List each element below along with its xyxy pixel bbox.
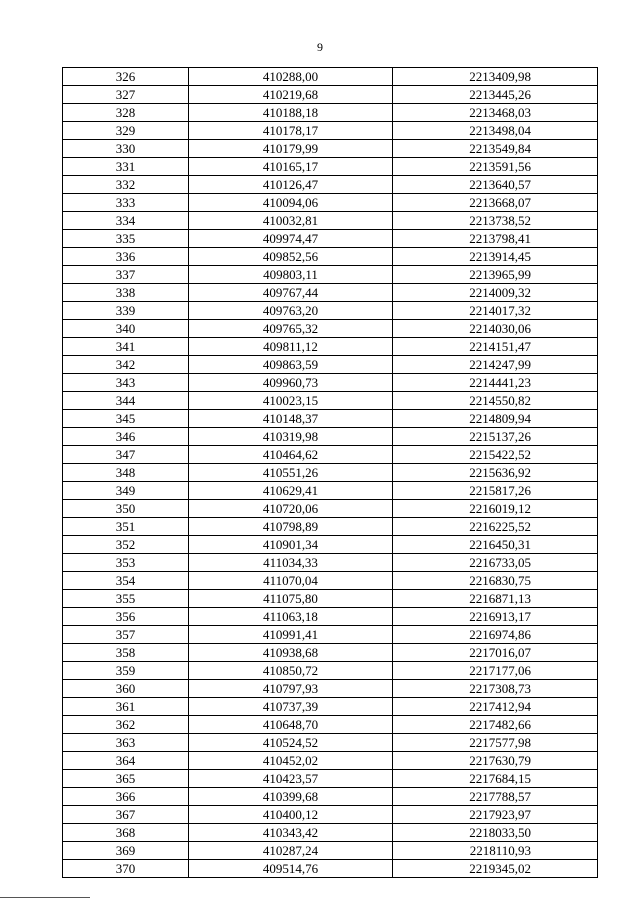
x-coordinate-cell: 410452,02 <box>189 752 393 770</box>
y-coordinate-cell: 2214017,32 <box>393 302 598 320</box>
x-coordinate-cell: 410023,15 <box>189 392 393 410</box>
table-row <box>63 338 598 356</box>
y-coordinate-cell: 2214030,06 <box>393 320 598 338</box>
x-coordinate-cell: 410188,18 <box>189 104 393 122</box>
table-row <box>63 212 598 230</box>
table-row <box>63 356 598 374</box>
point-number-cell: 339 <box>63 302 189 320</box>
y-coordinate-cell: 2216974,86 <box>393 626 598 644</box>
point-number-cell: 361 <box>63 698 189 716</box>
y-coordinate-cell: 2215636,92 <box>393 464 598 482</box>
x-coordinate-cell: 411075,80 <box>189 590 393 608</box>
y-coordinate-cell: 2214151,47 <box>393 338 598 356</box>
y-coordinate-cell: 2214550,82 <box>393 392 598 410</box>
y-coordinate-cell: 2213468,03 <box>393 104 598 122</box>
point-number-cell: 369 <box>63 842 189 860</box>
y-coordinate-cell: 2217630,79 <box>393 752 598 770</box>
x-coordinate-cell: 409514,76 <box>189 860 393 878</box>
y-coordinate-cell: 2219345,02 <box>393 860 598 878</box>
table-row <box>63 824 598 842</box>
point-number-cell: 364 <box>63 752 189 770</box>
y-coordinate-cell: 2213965,99 <box>393 266 598 284</box>
point-number-cell: 342 <box>63 356 189 374</box>
x-coordinate-cell: 410148,37 <box>189 410 393 428</box>
x-coordinate-cell: 410551,26 <box>189 464 393 482</box>
y-coordinate-cell: 2213668,07 <box>393 194 598 212</box>
point-number-cell: 353 <box>63 554 189 572</box>
point-number-cell: 329 <box>63 122 189 140</box>
point-number-cell: 341 <box>63 338 189 356</box>
table-row <box>63 248 598 266</box>
x-coordinate-cell: 410126,47 <box>189 176 393 194</box>
table-row <box>63 518 598 536</box>
x-coordinate-cell: 410720,06 <box>189 500 393 518</box>
table-row <box>63 230 598 248</box>
x-coordinate-cell: 410797,93 <box>189 680 393 698</box>
point-number-cell: 367 <box>63 806 189 824</box>
y-coordinate-cell: 2218110,93 <box>393 842 598 860</box>
table-row <box>63 482 598 500</box>
y-coordinate-cell: 2215137,26 <box>393 428 598 446</box>
y-coordinate-cell: 2216830,75 <box>393 572 598 590</box>
point-number-cell: 357 <box>63 626 189 644</box>
x-coordinate-cell: 410464,62 <box>189 446 393 464</box>
x-coordinate-cell: 411063,18 <box>189 608 393 626</box>
x-coordinate-cell: 410399,68 <box>189 788 393 806</box>
x-coordinate-cell: 410179,99 <box>189 140 393 158</box>
table-row <box>63 158 598 176</box>
point-number-cell: 334 <box>63 212 189 230</box>
y-coordinate-cell: 2218033,50 <box>393 824 598 842</box>
table-row <box>63 698 598 716</box>
y-coordinate-cell: 2217016,07 <box>393 644 598 662</box>
table-row <box>63 500 598 518</box>
table-row <box>63 572 598 590</box>
y-coordinate-cell: 2216913,17 <box>393 608 598 626</box>
point-number-cell: 335 <box>63 230 189 248</box>
table-row <box>63 734 598 752</box>
point-number-cell: 333 <box>63 194 189 212</box>
footer-divider <box>0 897 90 898</box>
point-number-cell: 327 <box>63 86 189 104</box>
x-coordinate-cell: 410798,89 <box>189 518 393 536</box>
point-number-cell: 328 <box>63 104 189 122</box>
table-row <box>63 392 598 410</box>
y-coordinate-cell: 2213738,52 <box>393 212 598 230</box>
point-number-cell: 338 <box>63 284 189 302</box>
table-row <box>63 590 598 608</box>
table-row <box>63 266 598 284</box>
table-row <box>63 536 598 554</box>
y-coordinate-cell: 2217684,15 <box>393 770 598 788</box>
point-number-cell: 347 <box>63 446 189 464</box>
page-number: 9 <box>317 40 323 54</box>
point-number-cell: 330 <box>63 140 189 158</box>
table-row <box>63 752 598 770</box>
x-coordinate-cell: 409767,44 <box>189 284 393 302</box>
point-number-cell: 370 <box>63 860 189 878</box>
table-row <box>63 446 598 464</box>
x-coordinate-cell: 410737,39 <box>189 698 393 716</box>
x-coordinate-cell: 411070,04 <box>189 572 393 590</box>
x-coordinate-cell: 409960,73 <box>189 374 393 392</box>
y-coordinate-cell: 2217788,57 <box>393 788 598 806</box>
x-coordinate-cell: 409811,12 <box>189 338 393 356</box>
x-coordinate-cell: 410319,98 <box>189 428 393 446</box>
y-coordinate-cell: 2217308,73 <box>393 680 598 698</box>
y-coordinate-cell: 2215817,26 <box>393 482 598 500</box>
y-coordinate-cell: 2214809,94 <box>393 410 598 428</box>
x-coordinate-cell: 409765,32 <box>189 320 393 338</box>
x-coordinate-cell: 410423,57 <box>189 770 393 788</box>
point-number-cell: 354 <box>63 572 189 590</box>
point-number-cell: 358 <box>63 644 189 662</box>
point-number-cell: 337 <box>63 266 189 284</box>
y-coordinate-cell: 2213591,56 <box>393 158 598 176</box>
x-coordinate-cell: 409763,20 <box>189 302 393 320</box>
point-number-cell: 362 <box>63 716 189 734</box>
table-row <box>63 644 598 662</box>
table-row <box>63 194 598 212</box>
y-coordinate-cell: 2216019,12 <box>393 500 598 518</box>
point-number-cell: 355 <box>63 590 189 608</box>
table-row <box>63 554 598 572</box>
point-number-cell: 340 <box>63 320 189 338</box>
coordinates-table <box>62 67 598 878</box>
table-row <box>63 104 598 122</box>
x-coordinate-cell: 410850,72 <box>189 662 393 680</box>
x-coordinate-cell: 410032,81 <box>189 212 393 230</box>
table-row <box>63 140 598 158</box>
y-coordinate-cell: 2214009,32 <box>393 284 598 302</box>
table-row <box>63 176 598 194</box>
point-number-cell: 332 <box>63 176 189 194</box>
y-coordinate-cell: 2213640,57 <box>393 176 598 194</box>
x-coordinate-cell: 409974,47 <box>189 230 393 248</box>
coordinates-table-body <box>63 68 598 878</box>
table-row <box>63 320 598 338</box>
x-coordinate-cell: 410343,42 <box>189 824 393 842</box>
table-row <box>63 464 598 482</box>
point-number-cell: 351 <box>63 518 189 536</box>
x-coordinate-cell: 410287,24 <box>189 842 393 860</box>
point-number-cell: 360 <box>63 680 189 698</box>
x-coordinate-cell: 410629,41 <box>189 482 393 500</box>
y-coordinate-cell: 2213498,04 <box>393 122 598 140</box>
table-row <box>63 608 598 626</box>
x-coordinate-cell: 410219,68 <box>189 86 393 104</box>
table-row <box>63 626 598 644</box>
x-coordinate-cell: 409863,59 <box>189 356 393 374</box>
table-row <box>63 680 598 698</box>
y-coordinate-cell: 2214441,23 <box>393 374 598 392</box>
point-number-cell: 365 <box>63 770 189 788</box>
table-row <box>63 428 598 446</box>
point-number-cell: 363 <box>63 734 189 752</box>
point-number-cell: 346 <box>63 428 189 446</box>
point-number-cell: 368 <box>63 824 189 842</box>
x-coordinate-cell: 410288,00 <box>189 68 393 86</box>
y-coordinate-cell: 2217177,06 <box>393 662 598 680</box>
y-coordinate-cell: 2217482,66 <box>393 716 598 734</box>
table-row <box>63 716 598 734</box>
point-number-cell: 352 <box>63 536 189 554</box>
y-coordinate-cell: 2213798,41 <box>393 230 598 248</box>
y-coordinate-cell: 2217577,98 <box>393 734 598 752</box>
y-coordinate-cell: 2215422,52 <box>393 446 598 464</box>
point-number-cell: 350 <box>63 500 189 518</box>
point-number-cell: 343 <box>63 374 189 392</box>
table-row <box>63 410 598 428</box>
point-number-cell: 349 <box>63 482 189 500</box>
y-coordinate-cell: 2213445,26 <box>393 86 598 104</box>
table-row <box>63 842 598 860</box>
table-row <box>63 860 598 878</box>
table-row <box>63 284 598 302</box>
y-coordinate-cell: 2214247,99 <box>393 356 598 374</box>
table-row <box>63 770 598 788</box>
point-number-cell: 326 <box>63 68 189 86</box>
y-coordinate-cell: 2213914,45 <box>393 248 598 266</box>
x-coordinate-cell: 410094,06 <box>189 194 393 212</box>
table-row <box>63 662 598 680</box>
x-coordinate-cell: 410901,34 <box>189 536 393 554</box>
point-number-cell: 366 <box>63 788 189 806</box>
y-coordinate-cell: 2216225,52 <box>393 518 598 536</box>
x-coordinate-cell: 410648,70 <box>189 716 393 734</box>
point-number-cell: 331 <box>63 158 189 176</box>
x-coordinate-cell: 410400,12 <box>189 806 393 824</box>
x-coordinate-cell: 410938,68 <box>189 644 393 662</box>
table-row <box>63 122 598 140</box>
x-coordinate-cell: 410178,17 <box>189 122 393 140</box>
point-number-cell: 359 <box>63 662 189 680</box>
y-coordinate-cell: 2217923,97 <box>393 806 598 824</box>
table-row <box>63 68 598 86</box>
table-row <box>63 86 598 104</box>
point-number-cell: 336 <box>63 248 189 266</box>
table-row <box>63 374 598 392</box>
y-coordinate-cell: 2216450,31 <box>393 536 598 554</box>
table-row <box>63 806 598 824</box>
y-coordinate-cell: 2216733,05 <box>393 554 598 572</box>
y-coordinate-cell: 2213409,98 <box>393 68 598 86</box>
point-number-cell: 345 <box>63 410 189 428</box>
point-number-cell: 344 <box>63 392 189 410</box>
point-number-cell: 348 <box>63 464 189 482</box>
point-number-cell: 356 <box>63 608 189 626</box>
x-coordinate-cell: 410524,52 <box>189 734 393 752</box>
y-coordinate-cell: 2213549,84 <box>393 140 598 158</box>
x-coordinate-cell: 409803,11 <box>189 266 393 284</box>
table-row <box>63 788 598 806</box>
x-coordinate-cell: 411034,33 <box>189 554 393 572</box>
y-coordinate-cell: 2216871,13 <box>393 590 598 608</box>
x-coordinate-cell: 410991,41 <box>189 626 393 644</box>
x-coordinate-cell: 410165,17 <box>189 158 393 176</box>
y-coordinate-cell: 2217412,94 <box>393 698 598 716</box>
x-coordinate-cell: 409852,56 <box>189 248 393 266</box>
table-row <box>63 302 598 320</box>
